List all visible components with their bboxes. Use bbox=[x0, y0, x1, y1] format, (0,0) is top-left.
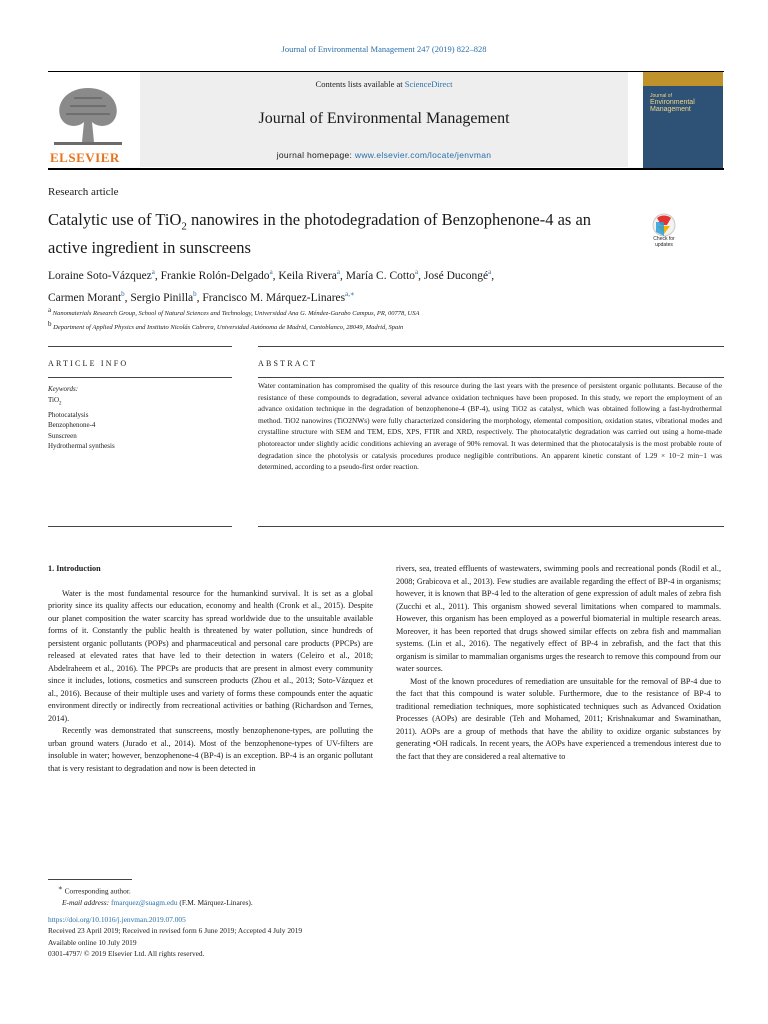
author-name[interactable]: Sergio Pinilla bbox=[130, 291, 194, 304]
footnote-rule bbox=[48, 879, 132, 880]
cover-text-journal-of: Journal of bbox=[650, 93, 672, 99]
body-column-right bbox=[396, 563, 721, 763]
received-dates: Received 23 April 2019; Received in revised form 6 June 2019; Accepted 4 July 2019 bbox=[48, 926, 303, 936]
divider bbox=[48, 526, 232, 527]
doi-link[interactable]: https://doi.org/10.1016/j.jenvman.2019.07.005 bbox=[48, 915, 186, 924]
divider bbox=[48, 346, 232, 347]
body-column-left bbox=[48, 563, 373, 775]
author-name[interactable]: Carmen Morant bbox=[48, 291, 122, 304]
author-name[interactable]: José Ducongé bbox=[423, 269, 489, 282]
author-name[interactable]: Keila Rivera bbox=[278, 269, 337, 282]
journal-cover-thumbnail[interactable] bbox=[643, 72, 723, 168]
abstract-heading: ABSTRACT bbox=[258, 359, 318, 368]
keyword: Photocatalysis bbox=[48, 410, 89, 419]
affiliation-a: $^a$ Nanomaterials Research Group, School of Natural Sciences and Technology, Universidad Ana G. Méndez-Gurabo Campus, PR, 00778, USA bbox=[48, 306, 420, 318]
crossmark-label[interactable]: Check for updates bbox=[653, 236, 675, 248]
cover-text-title: Environmental Management bbox=[650, 99, 695, 113]
keyword: TiO$_2$ bbox=[48, 396, 62, 407]
footnote: ∗ Corresponding author. E-mail address: fmarquez@suagm.edu (F.M. Márquez-Linares). bbox=[58, 884, 253, 907]
email-link[interactable]: fmarquez@suagm.edu bbox=[111, 897, 178, 907]
publication-info bbox=[48, 914, 448, 959]
keyword: Benzophenone-4 bbox=[48, 421, 96, 430]
crossmark-icon[interactable] bbox=[644, 212, 684, 256]
author-name[interactable]: María C. Cotto bbox=[345, 269, 416, 282]
author-list: Loraine Soto-Vázquez$^a$, Frankie Rolón-Delgado$^a$, Keila Rivera$^a$, María C. Cotto$^a$, José Ducongé$^a$, Carmen Morant$^b$, Sergio Pinilla$^b$, Francisco M. Márquez-Linares$^{a,∗}$ bbox=[48, 268, 495, 304]
cover-strip bbox=[643, 72, 723, 86]
divider bbox=[258, 377, 724, 378]
journal-title: Journal of Environmental Management bbox=[258, 110, 510, 127]
affiliations bbox=[48, 305, 708, 333]
abstract-text: Water contamination has compromised the quality of this resource during the last years with the presence of persistent organic pollutants. Because of the resistance of these compounds to degradation, several advance oxidation techniques have been proposed. In this study, we report the employment of an advance oxidation technique in the degradation of benzophenone-4 (BP-4), using TiO2 as catalyst, which was obtained following a fast-hydrothermal method. TiO2 nanowires (TiO2NWs) were fully characterized considering the morphology, elemental composition, oxidation states, vibrational modes and crystalline structure with SEM and TEM, EDS, XPS, FTIR and XRD, respectively. The photocatalytic degradation was carried out using a home-made photoreactor under slightly acidic conditions achieving an average of 90% removal. It was determined that the photocatalysis is the most probable route of degradation since the photolysis or catalysis procedures produce negligible contributions. An apparent kinetic constant of 1.29 × 10−2 min−1 was determined, according to a pseudo-first order reaction. bbox=[258, 381, 722, 472]
paragraph: Recently was demonstrated that sunscreens, mostly benzophenone-types, are polluting the urban ground waters (Jurado et al., 2014). Most of the benzophenone-types of UV-filters are insoluble in water; however, benzophenone-4 (BP-4) is an exception. BP-4 is an organic pollutant that is very resistant to degradation and now is been detected in bbox=[48, 726, 373, 773]
keyword: Hydrothermal synthesis bbox=[48, 442, 115, 451]
section-title: 1. Introduction bbox=[48, 564, 101, 573]
homepage-link[interactable]: www.elsevier.com/locate/jenvman bbox=[354, 150, 492, 160]
contents-available: Contents lists available at ScienceDirect bbox=[315, 79, 453, 89]
affiliation-b: $^b$ Department of Applied Physics and Instituto Nicolás Cabrera, Universidad Autónoma de Madrid, Cantoblanco, 28049, Madrid, Spain bbox=[48, 320, 404, 332]
article-title: Catalytic use of TiO$_2$ nanowires in the photodegradation of Benzophenone-4 as an active ingredient in sunscreens bbox=[48, 210, 592, 258]
article-info-heading: ARTICLE INFO bbox=[48, 359, 129, 368]
divider bbox=[48, 377, 232, 378]
divider bbox=[258, 346, 724, 347]
elsevier-wordmark: ELSEVIER bbox=[50, 150, 120, 165]
paragraph: rivers, sea, treated effluents of wastewaters, swimming pools and recreational ponds (Rodil et al., 2008; Grabicova et al., 2013). Few studies are available regarding the effect of BP-4 in organisms; however, it is known that BP-4 led to the alteration of gene expression of adult males of zebra fish (Zucchi et al., 2011). This organism showed several limitations when compared to mammals. However, this organism has been employed as a powerful biomaterial in multiple research areas. Moreover, it has been reported that drugs showed similar effects on zebra fish and mammalian systems. (Lin et al., 2016). The negatively effect of BP-4 in zebrafish, and the fact that this organism is similar to mammalian organisms urges the research to remove this compound from our water sources. bbox=[396, 564, 721, 673]
paragraph: Most of the known procedures of remediation are unsuitable for the removal of BP-4 due to the fact that this compound is water soluble. Furthermore, due to the resistance of BP-4 to traditional remediation techniques, more sophisticated techniques such as Advanced Oxidation Processes (AOPs) are desirable (Teh and Mohamed, 2011; Krishnakumar and Swaminathan, 2011). AOPs are a group of methods that have the ability to oxidize organic substances by generating •OH radicals. In recent years, the AOPs have experienced a tremendous interest due to the fact that they are considered a real alternative to bbox=[396, 676, 721, 761]
author-name[interactable]: Francisco M. Márquez-Linares bbox=[202, 291, 346, 304]
available-online: Available online 10 July 2019 bbox=[48, 937, 137, 947]
article-type: Research article bbox=[48, 186, 119, 198]
copyright: 0301-4797/ © 2019 Elsevier Ltd. All rights reserved. bbox=[48, 948, 205, 958]
author-name[interactable]: Frankie Rolón-Delgado bbox=[160, 269, 270, 282]
keyword: Sunscreen bbox=[48, 431, 77, 440]
journal-homepage: journal homepage: www.elsevier.com/locate/jenvman bbox=[276, 150, 492, 160]
keywords-label: Keywords: bbox=[48, 385, 79, 393]
paragraph: Water is the most fundamental resource for the humankind survival. It is set as a global priority since its quality affects our education, economy and health (Cronk et al., 2015). Despite our planet composition the water scarcity has spread worldwide due to the unsuitable available forms of it. Constantly the public health is threatened by water pollution, since hundreds of persistent organic pollutants (POPs) and pharmaceutical and personal care products (PPCPs) are released at elevated rates that have led to their detection in waters (Celeiro et al., 2018; Abdelraheem et al., 2016). The PPCPs are products that are present in almost every community since it includes, lotions, cosmetics and sunscreen products (Zhou et al., 2013; Soto-Vázquez et al., 2016). Because of their multiple uses and variety of forms these compounds enter the aquatic environment directly or indirectly from recreational activities or bathing (Richardson and Ternes, 2014). bbox=[48, 588, 373, 723]
sciencedirect-link[interactable]: ScienceDirect bbox=[404, 79, 453, 89]
journal-reference[interactable]: Journal of Environmental Management 247 (2019) 822–828 bbox=[281, 44, 487, 54]
divider bbox=[258, 526, 724, 527]
header-bottom-rule bbox=[48, 168, 724, 170]
author-name[interactable]: Loraine Soto-Vázquez bbox=[48, 269, 152, 282]
keywords-list bbox=[48, 395, 115, 451]
